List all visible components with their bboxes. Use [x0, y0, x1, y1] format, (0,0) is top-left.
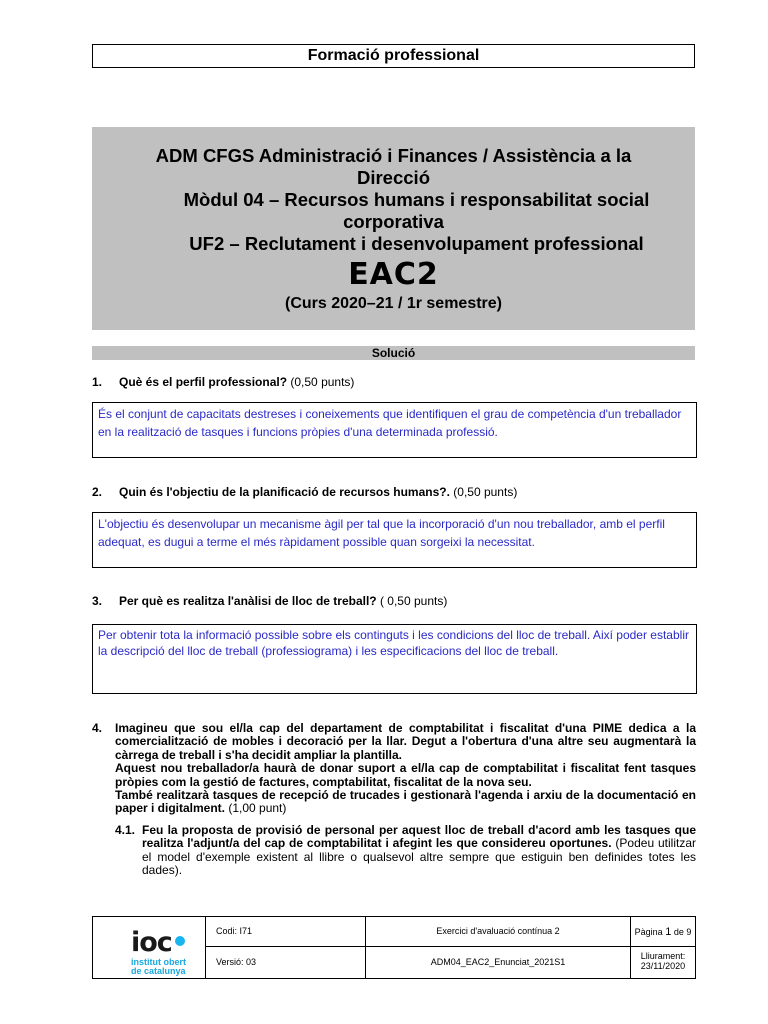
page-total: 9	[686, 927, 692, 937]
header-title: Formació professional	[92, 44, 695, 68]
question-text: Quin és l'objectiu de la planificació de recursos humans?.	[119, 485, 450, 499]
logo	[93, 917, 206, 978]
footer-page	[631, 917, 695, 947]
page-prefix: Pàgina	[634, 927, 666, 937]
subquestion-text: Feu la proposta de provisió de personal per aquest lloc de treball d'acord amb les tasques que realitza l'adjunt/a del cap de comptabilitat i afegint les que considereu oportunes.	[142, 822, 696, 851]
footer-codi: Codi: I71	[206, 917, 366, 947]
subquestion-4-1	[115, 824, 696, 878]
title-line-2: Direcció	[356, 167, 430, 188]
course-line: (Curs 2020–21 / 1r semestre)	[284, 295, 503, 312]
logo-dot-icon	[175, 936, 185, 946]
question-4-paragraph-1: Imagineu que sou el/la cap del departament de comptabilitat i fiscalitat d'una PIME dedica a la comercialització de mobles i decoració per la llar. Degut a l'obertura d'una altre seu augmentarà la càrrega de treball i s'ha decidit ampliar la plantilla.	[115, 721, 696, 762]
question-points: (0,50 punts)	[449, 485, 518, 499]
question-number: 3.	[92, 594, 103, 608]
delivery-label: Lliurament:	[640, 951, 686, 961]
answer-box-2: L'objectiu és desenvolupar un mecanisme àgil per tal que la incorporació d'un nou treballador, amb el perfil adequat, es dugui a terme el més ràpidament possible quan sorgeixi la necessitat.	[92, 512, 697, 568]
question-4-paragraph-2: Aquest nou treballador/a haurà de donar suport a el/la cap de comptabilitat i fiscalitat fent tasques pròpies com la gestió de factures, comptabilitat, fiscalitat de la nova seu.	[115, 761, 696, 789]
answer-box-1: És el conjunt de capacitats destreses i coneixements que identifiquen el grau de competència d'un treballador en la realització de tasques i funcions pròpies d'una determinada professió.	[92, 402, 697, 458]
page-mid: de	[671, 927, 687, 937]
footer-table	[92, 916, 696, 979]
ioc-logo-text: ioc	[131, 927, 172, 958]
subquestion-note: (Podeu utilitzar el model d'exemple existent al llibre o qualsevol altre sempre que estiguin ben definides totes les dades).	[142, 836, 696, 878]
module-line: Mòdul 04 – Recursos humans i responsabilitat social	[183, 189, 650, 210]
question-3	[92, 594, 702, 609]
question-1	[92, 375, 702, 390]
subquestion-number: 4.1.	[115, 822, 136, 837]
question-number: 4.	[92, 721, 103, 735]
logo-subtitle	[131, 958, 186, 975]
footer-date	[631, 947, 695, 978]
logo-subtitle-1: institut obert	[131, 957, 186, 967]
title-line-1: ADM CFGS Administració i Finances / Assistència a la	[155, 145, 632, 166]
footer-exercici: Exercici d'avaluació contínua 2	[366, 917, 631, 947]
module-line-2: corporativa	[343, 211, 444, 232]
answer-box-3: Per obtenir tota la informació possible sobre els continguts i les condicions del lloc de treball. Així poder establir la descripció del lloc de treball (professiograma) i les especificacions del lloc de treball.	[92, 624, 697, 694]
question-text: Per què es realitza l'anàlisi de lloc de treball?	[119, 594, 377, 608]
footer-filename: ADM04_EAC2_Enunciat_2021S1	[366, 947, 631, 978]
question-4-paragraph-3-text: També realitzarà tasques de recepció de trucades i gestionarà l'agenda i arxiu de la documentació en paper i digitalment.	[115, 788, 696, 816]
question-number: 1.	[92, 375, 103, 389]
solution-label: Solució	[92, 346, 695, 360]
title-block	[92, 127, 695, 330]
uf-line: UF2 – Reclutament i desenvolupament professional	[189, 233, 644, 254]
delivery-date: 23/11/2020	[640, 961, 686, 971]
question-points: (0,50 punts)	[287, 375, 355, 389]
footer-versio: Versió: 03	[206, 947, 366, 978]
question-text: Què és el perfil professional?	[119, 375, 288, 389]
question-number: 2.	[92, 485, 103, 499]
question-4	[92, 722, 696, 877]
logo-subtitle-2: de catalunya	[131, 965, 186, 976]
question-points: ( 0,50 punts)	[376, 594, 448, 608]
question-points: (1,00 punt)	[225, 801, 287, 816]
question-4-paragraph-3	[115, 789, 696, 816]
eac-title: EAC2	[348, 257, 439, 292]
question-2	[92, 485, 702, 500]
page-number: 1	[665, 926, 672, 938]
